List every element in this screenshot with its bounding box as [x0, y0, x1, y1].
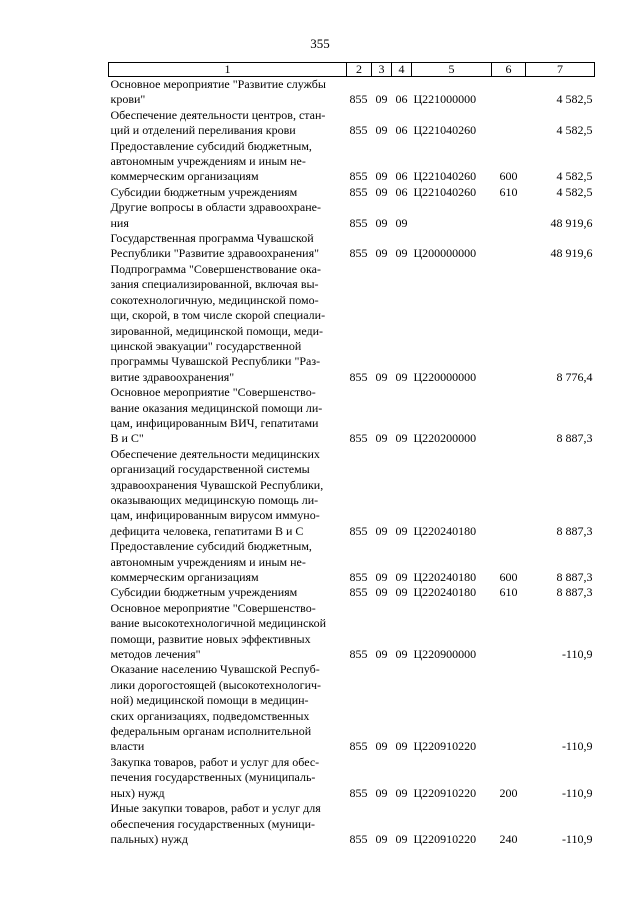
table-row [109, 447, 595, 539]
table-body [109, 77, 595, 848]
section-code: 09 [375, 123, 388, 138]
page-number: 355 [310, 36, 330, 51]
target-article-code: Ц220910220 [413, 785, 477, 800]
table-row [109, 755, 595, 801]
subsection-code: 09 [395, 647, 408, 662]
table-row [109, 601, 595, 663]
ministry-code: 855 [349, 739, 368, 754]
target-article-code: Ц220240180 [413, 585, 477, 600]
ministry-code: 855 [349, 831, 368, 846]
amount: -110,9 [561, 647, 593, 662]
table-header-row [109, 63, 595, 77]
section-code: 09 [375, 431, 388, 446]
ministry-code: 855 [349, 246, 368, 261]
row-description: Основное мероприятие "Развитие службы крови" [110, 77, 326, 107]
table-row [109, 585, 595, 600]
target-article-code [412, 200, 492, 231]
section-code: 09 [375, 215, 388, 230]
amount: 4 582,5 [556, 184, 593, 199]
row-description: Предоставление субсидий бюджетным, автономным учреждениям и иным не- коммерческим организациям [110, 138, 312, 184]
subsection-code: 09 [395, 831, 408, 846]
header-col-1: 1 [109, 63, 347, 77]
section-code: 09 [375, 785, 388, 800]
section-code: 09 [375, 369, 388, 384]
expense-type-code [492, 231, 526, 262]
subsection-code: 09 [395, 369, 408, 384]
ministry-code: 855 [349, 523, 368, 538]
target-article-code: Ц220910220 [413, 831, 477, 846]
header-col-4: 4 [392, 63, 412, 77]
target-article-code: Ц221000000 [413, 92, 477, 107]
amount: 48 919,6 [550, 246, 593, 261]
table-row [109, 200, 595, 231]
table-row [109, 801, 595, 847]
header-col-7: 7 [526, 63, 595, 77]
ministry-code: 855 [349, 585, 368, 600]
ministry-code: 855 [349, 785, 368, 800]
subsection-code: 09 [395, 739, 408, 754]
subsection-code: 06 [395, 184, 408, 199]
row-description: Обеспечение деятельности медицинских организаций государственной системы здравоохранения Чувашской Республики, оказывающих медицинскую помощь ли- цам, инфицированным вирусом иммуно- дефицита человека, гепатитами В и С [110, 446, 324, 538]
row-description: Государственная программа Чувашской Республики "Развитие здравоохранения" [110, 231, 319, 261]
section-code: 09 [375, 523, 388, 538]
amount: 4 582,5 [556, 123, 593, 138]
ministry-code: 855 [349, 184, 368, 199]
header-col-5: 5 [412, 63, 492, 77]
section-code: 09 [375, 92, 388, 107]
expense-type-code [492, 262, 526, 385]
row-description: Другие вопросы в области здравоохране- ния [110, 200, 321, 230]
target-article-code: Ц220910220 [413, 739, 477, 754]
expense-type-code [492, 447, 526, 539]
target-article-code: Ц200000000 [413, 246, 477, 261]
amount: 8 887,3 [556, 570, 593, 584]
table-row [109, 385, 595, 447]
table-row [109, 539, 595, 585]
row-description: Основное мероприятие "Совершенство- вание оказания медицинской помощи ли- цам, инфицированным ВИЧ, гепатитами В и С" [110, 385, 323, 446]
expense-type-code [492, 601, 526, 663]
amount: 4 582,5 [556, 169, 593, 184]
subsection-code: 09 [395, 246, 408, 261]
subsection-code: 09 [395, 523, 408, 538]
amount: 8 887,3 [556, 523, 593, 538]
expense-type-code: 610 [499, 585, 518, 600]
expense-type-code: 600 [499, 570, 518, 584]
section-code: 09 [375, 739, 388, 754]
subsection-code: 09 [395, 431, 408, 446]
section-code: 09 [375, 585, 388, 600]
ministry-code: 855 [349, 431, 368, 446]
expense-type-code [492, 108, 526, 139]
subsection-code: 09 [395, 215, 408, 230]
amount: -110,9 [561, 831, 593, 846]
row-description: Обеспечение деятельности центров, стан- ций и отделений переливания крови [110, 107, 326, 138]
row-description: Оказание населению Чувашской Респуб- лики дорогостоящей (высокотехнологич- ной) медицинской помощи в медицин- ских организациях, подведомственных федеральным органам исполнительной власти [110, 662, 322, 754]
target-article-code: Ц220240180 [413, 523, 477, 538]
ministry-code: 855 [349, 369, 368, 384]
ministry-code: 855 [349, 169, 368, 184]
section-code: 09 [375, 570, 388, 584]
row-description: Предоставление субсидий бюджетным, автономным учреждениям и иным не- коммерческим организациям [110, 539, 312, 584]
subsection-code: 06 [395, 123, 408, 138]
expense-type-code [492, 200, 526, 231]
row-description: Субсидии бюджетным учреждениям [110, 184, 298, 199]
target-article-code: Ц220000000 [413, 369, 477, 384]
ministry-code: 855 [349, 215, 368, 230]
table-row [109, 262, 595, 385]
expense-type-code: 240 [499, 831, 518, 846]
target-article-code: Ц221040260 [413, 169, 477, 184]
table-row [109, 185, 595, 200]
expense-type-code: 200 [499, 785, 518, 800]
section-code: 09 [375, 246, 388, 261]
target-article-code: Ц221040260 [413, 123, 477, 138]
ministry-code: 855 [349, 570, 368, 584]
amount: 8 776,4 [556, 369, 593, 384]
table-row [109, 77, 595, 108]
target-article-code: Ц220900000 [413, 647, 477, 662]
row-description: Иные закупки товаров, работ и услуг для обеспечения государственных (муници- пальных) нужд [110, 801, 321, 846]
table-row [109, 108, 595, 139]
expense-type-code [492, 385, 526, 447]
table-row [109, 139, 595, 185]
ministry-code: 855 [349, 647, 368, 662]
subsection-code: 06 [395, 169, 408, 184]
expense-type-code: 600 [499, 169, 518, 184]
section-code: 09 [375, 647, 388, 662]
target-article-code: Ц220200000 [413, 431, 477, 446]
header-col-2: 2 [347, 63, 372, 77]
header-col-3: 3 [372, 63, 392, 77]
target-article-code: Ц221040260 [413, 184, 477, 199]
ministry-code: 855 [349, 92, 368, 107]
amount: -110,9 [561, 785, 593, 800]
budget-table [108, 62, 595, 847]
amount: 8 887,3 [556, 431, 593, 446]
target-article-code: Ц220240180 [413, 570, 477, 584]
row-description: Субсидии бюджетным учреждениям [110, 585, 298, 600]
subsection-code: 09 [395, 785, 408, 800]
table-row [109, 231, 595, 262]
amount: 8 887,3 [556, 585, 593, 600]
row-description: Основное мероприятие "Совершенство- вание высокотехнологичной медицинской помощи, развитие новых эффективных методов лечения" [110, 600, 327, 662]
section-code: 09 [375, 831, 388, 846]
table-row [109, 662, 595, 754]
expense-type-code [492, 77, 526, 108]
amount: 48 919,6 [550, 215, 593, 230]
section-code: 09 [375, 184, 388, 199]
amount: 4 582,5 [556, 92, 593, 107]
subsection-code: 09 [395, 570, 408, 584]
header-col-6: 6 [492, 63, 526, 77]
row-description: Подпрограмма "Совершенствование ока- зания специализированной, включая вы- сокотехнологичную, медицинской помо- щи, скорой, в том числе скорой специали- зированной, медицинской помощи, меди- цинской эвакуации" государственной программы Чувашской Республики "Раз- витие здравоохранения" [110, 261, 326, 384]
ministry-code: 855 [349, 123, 368, 138]
subsection-code: 09 [395, 585, 408, 600]
expense-type-code [492, 662, 526, 754]
row-description: Закупка товаров, работ и услуг для обес- печения государственных (муниципаль- ных) нужд [110, 754, 320, 800]
expense-type-code: 610 [499, 184, 518, 199]
section-code: 09 [375, 169, 388, 184]
subsection-code: 06 [395, 92, 408, 107]
amount: -110,9 [561, 739, 593, 754]
